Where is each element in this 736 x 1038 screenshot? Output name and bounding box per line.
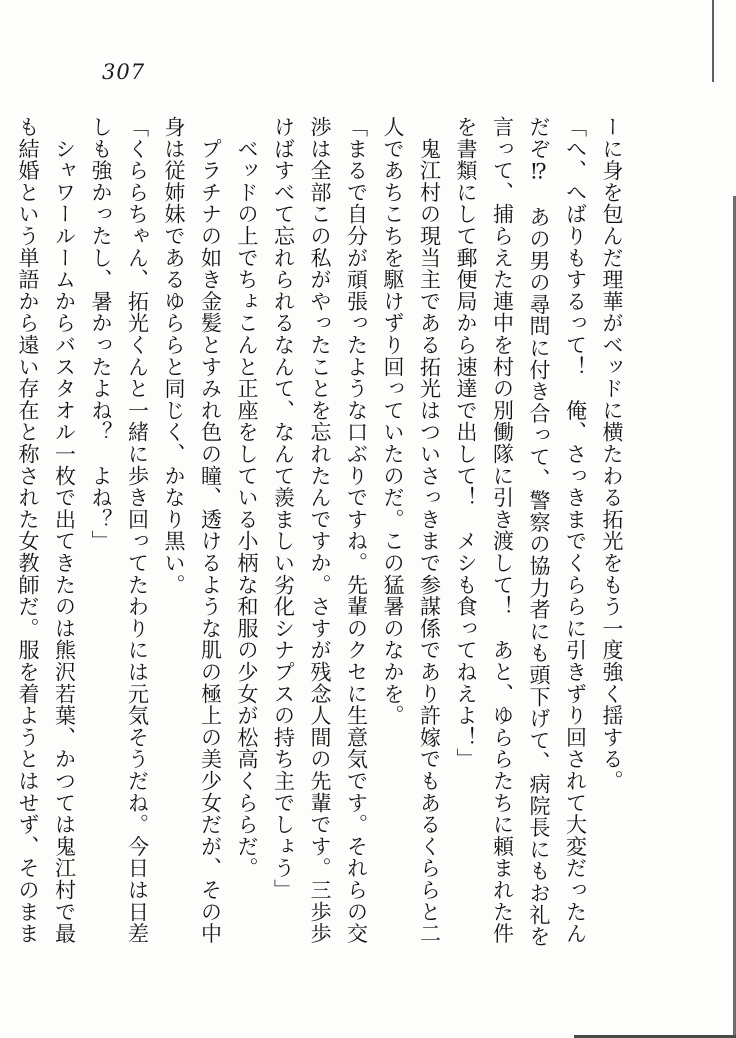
text-column: プラチナの如き金髪とすみれ色の瞳、透けるような肌の極上の美少女だが、その中 [198, 116, 223, 945]
text-column: 言って、捕らえた連中を村の別働隊に引き渡して！ あと、ゆららたちに頼まれた件 [490, 116, 515, 945]
text-column: だぞ⁉ あの男の尋問に付き合って、警察の協力者にも頭下げて、病院長にもお礼を [527, 116, 551, 948]
page-number: 307 [102, 60, 146, 84]
text-column: 「まるで自分が頑張ったような口ぶりですね。先輩のクセに生意気です。それらの交 [344, 116, 369, 945]
text-column: 渉は全部この私がやったことを忘れたんですか。さすが残念人間の先輩です。三歩歩 [308, 116, 332, 945]
text-column: 人であちこちを駆けずり回っていたのだ。この猛暑のなかを。 [381, 116, 405, 727]
text-column: 身は従姉妹であるゆららと同じく、かなり黒い。 [162, 116, 186, 596]
scan-artifact-line-top-right [712, 0, 714, 82]
text-column: ベッドの上でちょこんと正座をしている小柄な和服の少女が松高くららだ。 [235, 116, 259, 879]
text-column: ーに身を包んだ理華がベッドに横たわる拓光をもう一度強く揺する。 [600, 116, 624, 792]
text-column: も結婚という単語から遠い存在と称された女教師だ。服を着ようとはせず、そのまま [16, 116, 40, 945]
text-column: 鬼江村の現当主である拓光はついさっきまで参謀係であり許嫁でもあるくららと二 [417, 116, 442, 945]
text-column: しも強かったし、暑かったよね？ よね？」 [89, 116, 113, 552]
text-column: 「へ、へばりもするって！ 俺、さっきまでくららに引きずり回されて大変だったん [563, 116, 588, 945]
text-column: シャワールームからバスタオル一枚で出てきたのは熊沢若葉、かつては鬼江村で最 [52, 116, 77, 945]
text-block [8, 116, 630, 952]
text-column: けばすべて忘れられるなんて、なんて羨ましい劣化シナプスの持ち主でしょう」 [271, 116, 296, 901]
text-column: 「くららちゃん、拓光くんと一緒に歩き回ってたわりには元気そうだね。今日は日差 [125, 116, 150, 945]
text-column: を書類にして郵便局から速達で出して！ メシも食ってねえよ！」 [454, 116, 478, 770]
